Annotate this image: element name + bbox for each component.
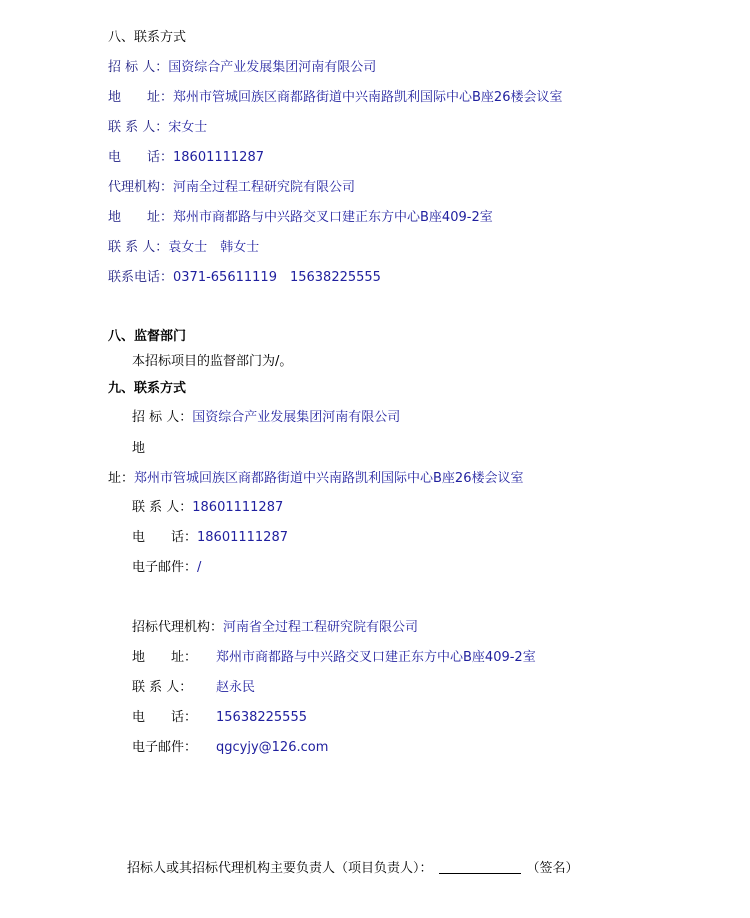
s3-row-address — [108, 470, 523, 488]
s1-agency-address-label: 地 址： — [108, 210, 174, 225]
s1-contact-value: 宋女士 — [168, 120, 208, 135]
s1-tenderer-value: 国资综合产业发展集团河南有限公司 — [168, 60, 377, 75]
s4-contact-label: 联 系 人： — [132, 680, 193, 695]
s3-address-value: 郑州市管城回族区商都路街道中兴南路凯利国际中心B座26楼会议室 — [134, 471, 524, 486]
s4-contact-value: 赵永民 — [216, 680, 256, 695]
s3-phone-value: 18601111287 — [197, 530, 288, 545]
s1-row-contact — [108, 119, 207, 137]
s1-row-agency-phone — [108, 269, 381, 287]
s4-address-value: 郑州市商都路与中兴路交叉口建正东方中心B座409-2室 — [216, 650, 536, 665]
signature-suffix: （签名） — [526, 861, 579, 876]
s1-agency-value: 河南全过程工程研究院有限公司 — [173, 180, 356, 195]
signature-line — [127, 859, 579, 878]
s3-row-phone — [132, 529, 288, 547]
s1-agency-label: 代理机构： — [108, 180, 174, 195]
section2-heading: 八、监督部门 — [108, 329, 187, 344]
s3-address-label-top: 地 — [132, 441, 146, 456]
s4-phone-label: 电 话： — [132, 710, 198, 725]
s4-agency-value: 河南省全过程工程研究院有限公司 — [223, 620, 419, 635]
s4-row-contact — [132, 679, 255, 697]
s3-contact-label: 联 系 人： — [132, 500, 193, 515]
s3-row-tenderer — [132, 409, 400, 427]
s3-contact-value: 18601111287 — [192, 500, 284, 515]
s4-row-phone — [132, 709, 307, 727]
s4-address-label: 地 址： — [132, 650, 198, 665]
s4-email-value: qgcyjy@126.com — [216, 740, 329, 755]
s1-agency-phone-value: 0371-65611119 15638225555 — [173, 270, 381, 285]
s3-tenderer-value: 国资综合产业发展集团河南有限公司 — [192, 410, 401, 425]
s1-address-label: 地 址： — [108, 90, 174, 105]
s1-row-tenderer — [108, 59, 376, 77]
s3-phone-label: 电 话： — [132, 530, 198, 545]
s1-agency-contact-label: 联 系 人： — [108, 240, 169, 255]
s1-agency-address-value: 郑州市商都路与中兴路交叉口建正东方中心B座409-2室 — [173, 210, 493, 225]
signature-text: 招标人或其招标代理机构主要负责人（项目负责人）： — [127, 861, 433, 876]
s3-tenderer-label: 招 标 人： — [132, 410, 193, 425]
s1-row-agency — [108, 179, 355, 197]
supervision-text: 本招标项目的监督部门为/。 — [132, 354, 293, 369]
s3-email-value: / — [197, 560, 202, 575]
s1-row-phone — [108, 149, 264, 167]
s1-row-agency-address — [108, 209, 493, 227]
s4-row-address — [132, 649, 536, 667]
s1-row-address — [108, 89, 562, 107]
s1-agency-phone-label: 联系电话： — [108, 270, 174, 285]
s1-tenderer-label: 招 标 人： — [108, 60, 169, 75]
s3-row-contact — [132, 499, 283, 517]
s4-row-agency — [132, 619, 418, 637]
s4-email-label: 电子邮件： — [132, 740, 198, 755]
section3-heading: 九、联系方式 — [108, 381, 187, 396]
s1-agency-contact-value: 袁女士 韩女士 — [168, 240, 260, 255]
s3-address-label-bottom: 址： — [108, 471, 135, 486]
s1-phone-value: 18601111287 — [173, 150, 264, 165]
s1-contact-label: 联 系 人： — [108, 120, 169, 135]
signature-blank — [439, 859, 521, 874]
section1-heading: 八、联系方式 — [108, 30, 187, 45]
s3-email-label: 电子邮件： — [132, 560, 198, 575]
s1-phone-label: 电 话： — [108, 150, 174, 165]
s1-row-agency-contact — [108, 239, 259, 257]
s4-phone-value: 15638225555 — [216, 710, 307, 725]
s4-row-email — [132, 739, 328, 757]
s3-row-email — [132, 559, 201, 577]
s4-agency-label: 招标代理机构： — [132, 620, 224, 635]
s1-address-value: 郑州市管城回族区商都路街道中兴南路凯利国际中心B座26楼会议室 — [173, 90, 563, 105]
